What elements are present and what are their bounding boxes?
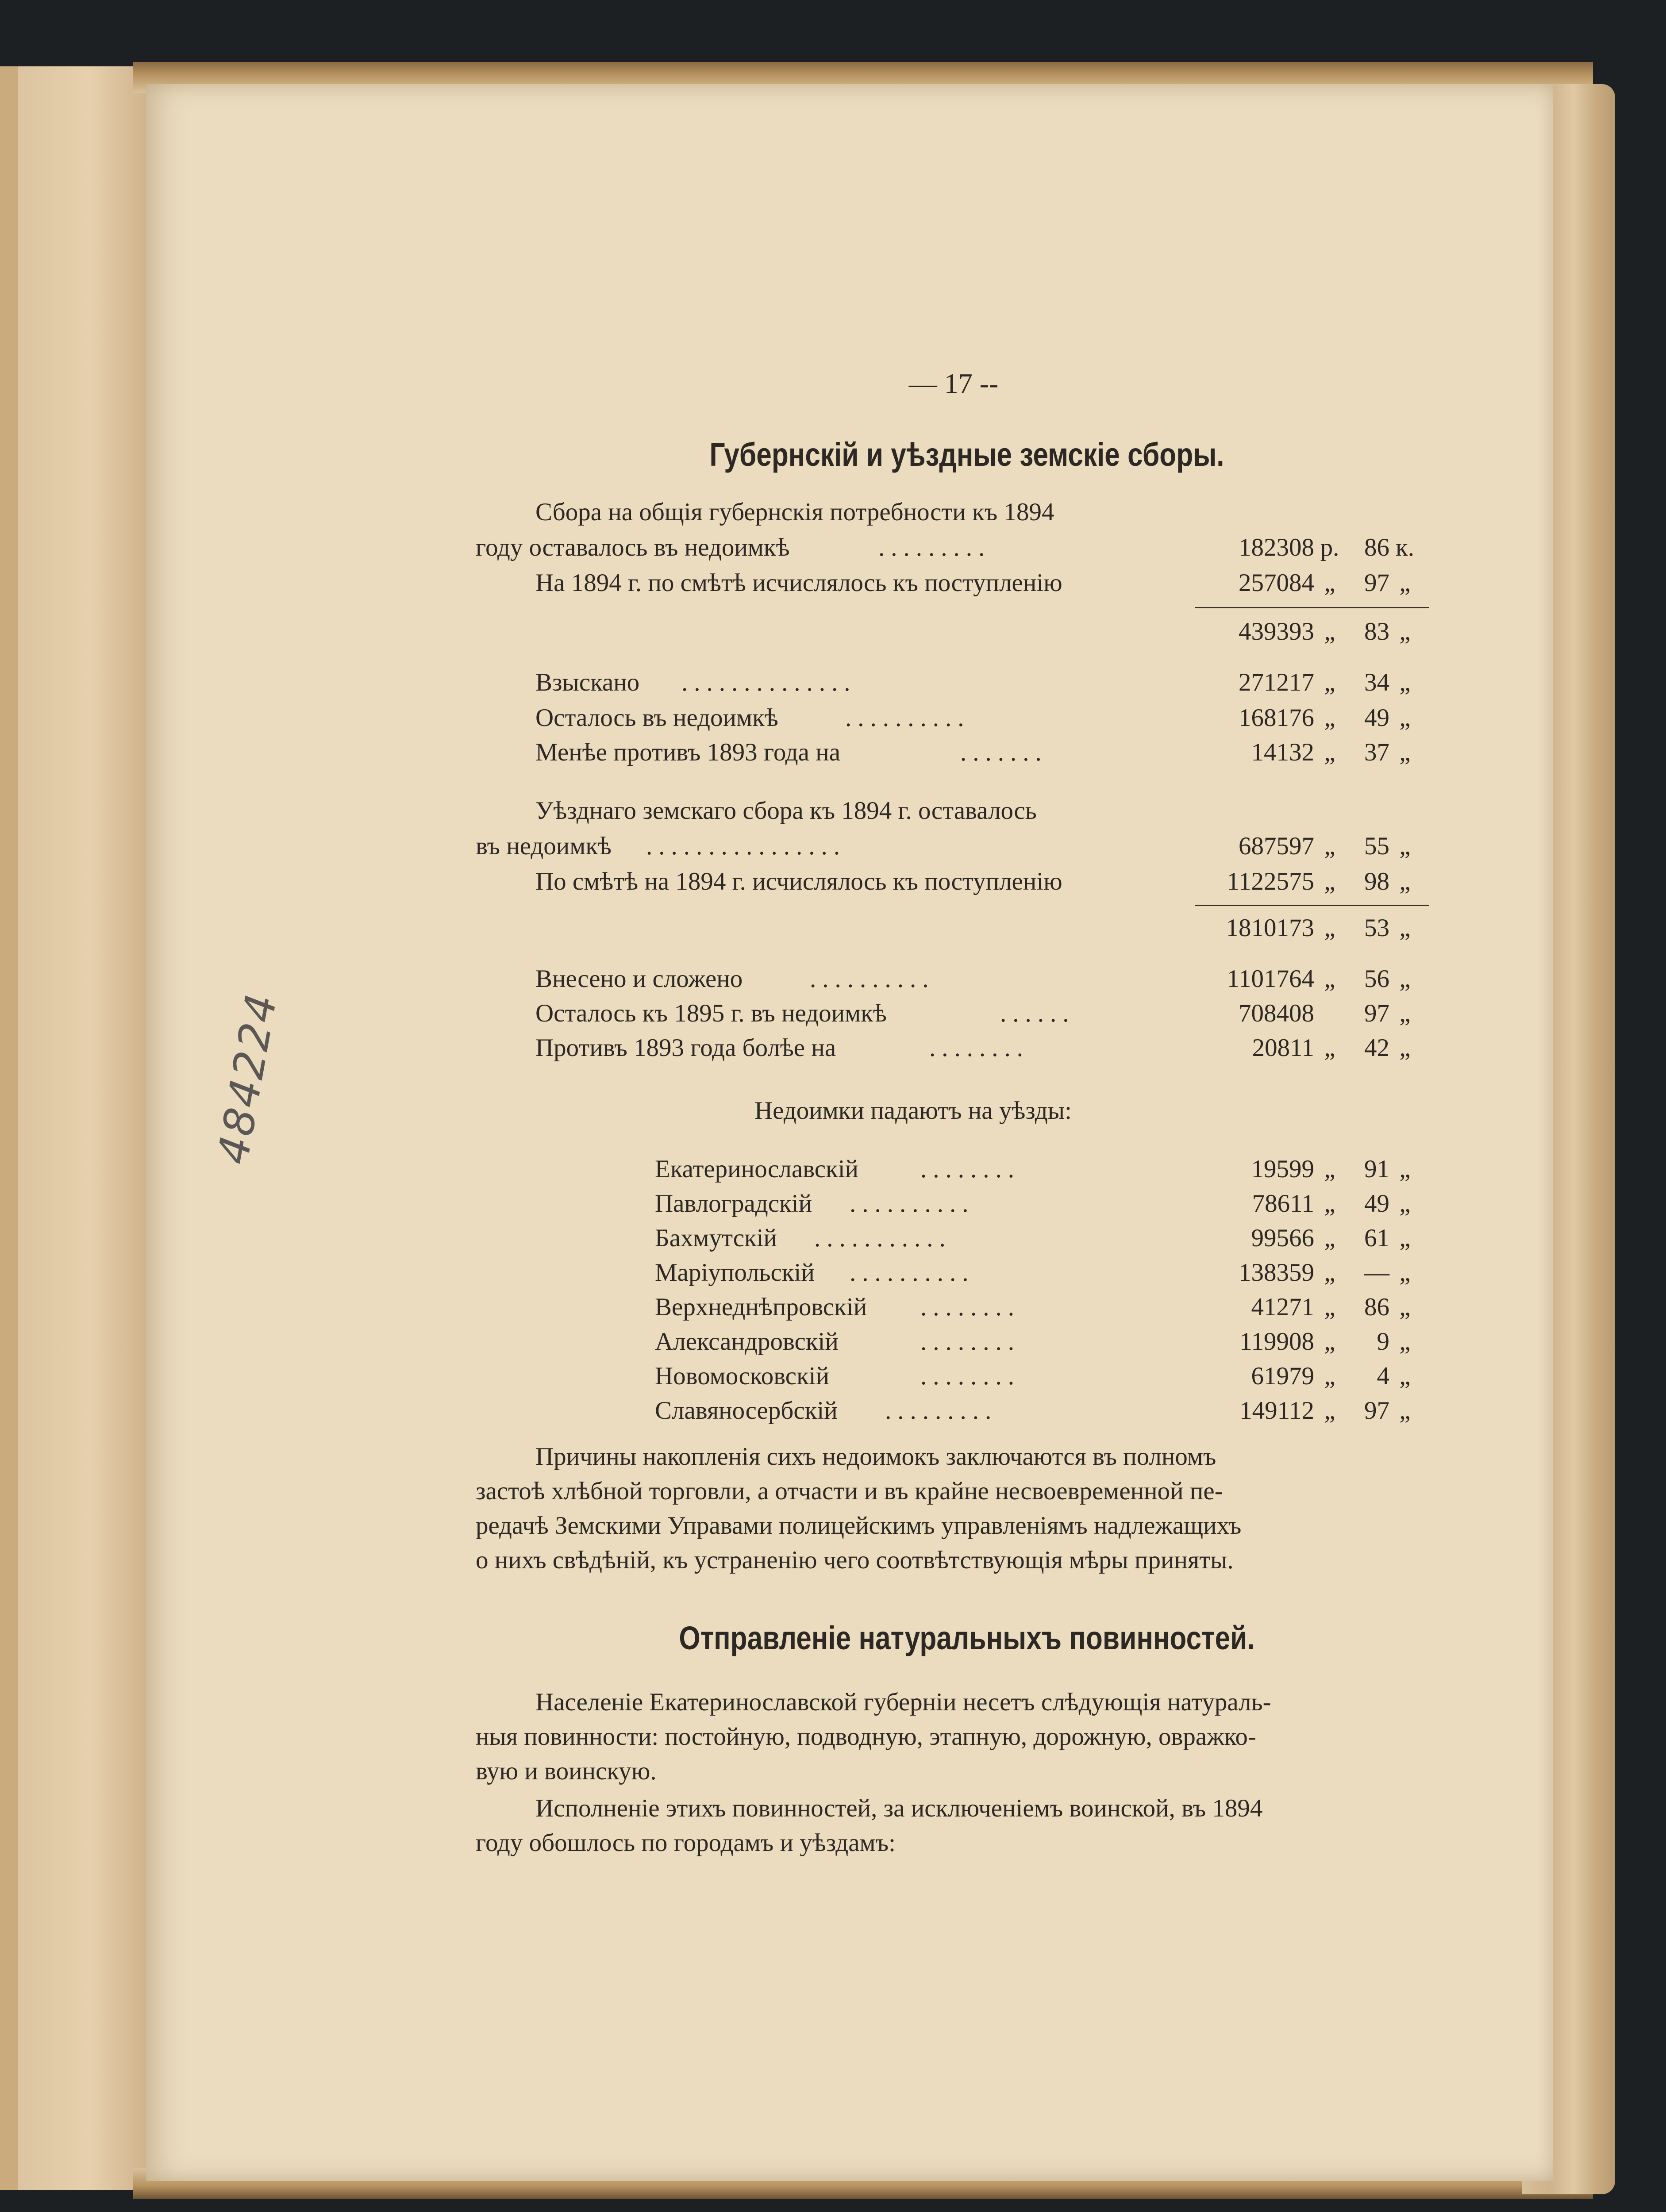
- row-unit: „: [1324, 1362, 1335, 1390]
- row-unit: „: [1399, 914, 1411, 942]
- row-kopeks: 86: [1364, 534, 1389, 561]
- district-value: 138359: [1239, 1259, 1314, 1286]
- paragraph-line: о нихъ свѣдѣній, къ устраненію чего соотвѣтствующія мѣры приняты.: [476, 1546, 1234, 1574]
- row-kopeks: 4: [1377, 1362, 1389, 1390]
- sum-rule: [1195, 607, 1429, 608]
- row-unit: „: [1324, 914, 1335, 942]
- district-value: 61979: [1251, 1362, 1314, 1390]
- total-value: 439393: [1239, 618, 1314, 645]
- districts-heading: Недоимки падаютъ на уѣзды:: [754, 1097, 1072, 1125]
- row-unit: „: [1399, 1397, 1411, 1425]
- row-kopeks: 53: [1364, 914, 1389, 942]
- row-unit: „: [1324, 1190, 1335, 1217]
- row-unit: „: [1399, 1362, 1411, 1390]
- row-kopeks: 9: [1377, 1328, 1389, 1356]
- row-label: Менѣе противъ 1893 года на: [535, 738, 841, 766]
- row-unit: „: [1324, 1224, 1335, 1252]
- row-unit: „: [1324, 1259, 1335, 1286]
- row-label: Внесено и сложено: [535, 965, 743, 993]
- leader-dots: ................: [646, 832, 846, 860]
- leader-dots: ..........: [810, 965, 935, 993]
- district-value: 119908: [1239, 1328, 1314, 1356]
- district-name: Бахмутскій: [655, 1224, 777, 1252]
- row-unit: „: [1399, 1034, 1411, 1062]
- row-unit: „: [1324, 832, 1335, 860]
- page-number: — 17 --: [908, 368, 999, 399]
- row-label: По смѣтѣ на 1894 г. исчислялось къ поступленію: [535, 868, 1062, 895]
- paragraph-line: застоѣ хлѣбной торговли, а отчасти и въ крайне несвоевременной пе-: [476, 1477, 1223, 1505]
- row-kopeks: 86: [1364, 1293, 1389, 1321]
- row-unit: „: [1399, 1259, 1411, 1286]
- leader-dots: ......: [1000, 999, 1075, 1027]
- row-value: 182308: [1239, 534, 1314, 561]
- leader-dots: .........: [885, 1397, 998, 1425]
- row-kopeks: 56: [1364, 965, 1389, 993]
- row-unit: р.: [1320, 534, 1339, 561]
- district-name: Славяносербскій: [655, 1397, 838, 1425]
- row-label: Взыскано: [535, 668, 640, 696]
- row-unit: „: [1399, 668, 1411, 696]
- leader-dots: ..............: [681, 668, 857, 696]
- section-title-duties: Отправленіе натуральныхъ повинностей.: [679, 1620, 1255, 1656]
- district-value: 149112: [1239, 1397, 1314, 1425]
- row-kopeks: 83: [1364, 618, 1389, 645]
- row-label: На 1894 г. по смѣтѣ исчислялось къ поступленію: [535, 569, 1062, 597]
- row-value: 168176: [1239, 704, 1314, 732]
- row-kopeks: 97: [1364, 1397, 1389, 1425]
- leader-dots: ........: [920, 1293, 1020, 1321]
- row-value: 687597: [1239, 832, 1314, 860]
- row-value: 1122575: [1227, 868, 1314, 895]
- row-unit: „: [1399, 999, 1411, 1027]
- row-value: 1101764: [1227, 965, 1314, 993]
- row-unit: „: [1324, 868, 1335, 895]
- row-unit: „: [1399, 868, 1411, 895]
- row-unit: „: [1324, 1034, 1335, 1062]
- intro-line: Уѣзднаго земскаго сбора къ 1894 г. оставалось: [535, 797, 1037, 825]
- leader-dots: ........: [929, 1034, 1029, 1062]
- leader-dots: ..........: [845, 704, 970, 732]
- row-value: 20811: [1252, 1034, 1314, 1062]
- row-unit: „: [1324, 1397, 1335, 1425]
- leader-dots: ........: [920, 1328, 1020, 1356]
- district-name: Александровскій: [655, 1328, 839, 1356]
- row-label: Осталось въ недоимкѣ: [535, 704, 778, 732]
- row-value: 14132: [1251, 738, 1314, 766]
- row-kopeks: 91: [1364, 1155, 1389, 1183]
- row-kopeks: 37: [1364, 738, 1389, 766]
- row-unit: к.: [1396, 534, 1414, 561]
- leader-dots: ..........: [850, 1190, 975, 1217]
- district-value: 19599: [1251, 1155, 1314, 1183]
- row-unit: „: [1324, 1155, 1335, 1183]
- row-kopeks: 97: [1364, 999, 1389, 1027]
- leader-dots: ........: [920, 1362, 1020, 1390]
- row-label: Осталось къ 1895 г. въ недоимкѣ: [535, 999, 887, 1027]
- paragraph-line: Исполненіе этихъ повинностей, за исключеніемъ воинской, въ 1894: [535, 1794, 1263, 1822]
- leader-dots: ........: [920, 1155, 1020, 1183]
- row-unit: „: [1399, 1224, 1411, 1252]
- row-kopeks: 98: [1364, 868, 1389, 895]
- row-unit: „: [1324, 1293, 1335, 1321]
- row-value: 708408: [1239, 999, 1314, 1027]
- row-unit: „: [1324, 704, 1335, 732]
- paragraph-line: году обошлось по городамъ и уѣздамъ:: [476, 1829, 896, 1857]
- row-kopeks: 34: [1364, 668, 1389, 696]
- paragraph-line: вую и воинскую.: [476, 1757, 657, 1785]
- row-label: году оставалось въ недоимкѣ: [476, 534, 790, 561]
- paragraph-line: Населеніе Екатеринославской губерніи несетъ слѣдующія натураль-: [535, 1688, 1271, 1716]
- handwritten-note: 484224: [208, 989, 287, 1168]
- row-unit: „: [1399, 1293, 1411, 1321]
- district-value: 41271: [1251, 1293, 1314, 1321]
- leader-dots: .........: [878, 534, 991, 561]
- row-unit: „: [1324, 569, 1335, 597]
- leader-dots: .......: [960, 738, 1048, 766]
- district-value: 99566: [1251, 1224, 1314, 1252]
- district-value: 78611: [1252, 1190, 1314, 1217]
- row-unit: „: [1399, 832, 1411, 860]
- row-unit: „: [1399, 569, 1411, 597]
- district-name: Екатеринославскій: [655, 1155, 859, 1183]
- row-unit: „: [1399, 738, 1411, 766]
- section-title-zemstvo: Губернскій и уѣздные земскіе сборы.: [709, 436, 1224, 473]
- row-kopeks: —: [1364, 1259, 1389, 1286]
- sum-rule: [1195, 905, 1429, 906]
- total-value: 1810173: [1226, 914, 1314, 942]
- paragraph-line: Причины накопленія сихъ недоимокъ заключаются въ полномъ: [535, 1443, 1216, 1471]
- row-unit: „: [1399, 965, 1411, 993]
- row-kopeks: 61: [1364, 1224, 1389, 1252]
- row-label: въ недоимкѣ: [476, 832, 612, 860]
- row-unit: „: [1324, 738, 1335, 766]
- district-name: Павлоградскій: [655, 1190, 812, 1217]
- row-kopeks: 55: [1364, 832, 1389, 860]
- row-unit: „: [1324, 618, 1335, 645]
- district-name: Маріупольскій: [655, 1259, 815, 1286]
- row-unit: „: [1324, 668, 1335, 696]
- row-unit: „: [1399, 1155, 1411, 1183]
- row-value: 271217: [1239, 668, 1314, 696]
- row-kopeks: 49: [1364, 704, 1389, 732]
- paragraph-line: редачѣ Земскими Управами полицейскимъ управленіямъ надлежащихъ: [476, 1512, 1242, 1540]
- row-unit: „: [1399, 704, 1411, 732]
- row-kopeks: 97: [1364, 569, 1389, 597]
- row-label: Противъ 1893 года болѣе на: [535, 1034, 836, 1062]
- row-unit: „: [1324, 1328, 1335, 1356]
- intro-line: Сбора на общія губернскія потребности къ 1894: [535, 498, 1054, 526]
- row-kopeks: 42: [1364, 1034, 1389, 1062]
- row-kopeks: 49: [1364, 1190, 1389, 1217]
- leader-dots: ..........: [850, 1259, 975, 1286]
- row-unit: „: [1399, 1190, 1411, 1217]
- district-name: Верхнеднѣпровскій: [655, 1293, 867, 1321]
- row-unit: „: [1399, 1328, 1411, 1356]
- row-unit: „: [1324, 965, 1335, 993]
- row-value: 257084: [1239, 569, 1314, 597]
- leader-dots: ...........: [814, 1224, 952, 1252]
- row-unit: „: [1399, 618, 1411, 645]
- paragraph-line: ныя повинности: постойную, подводную, этапную, дорожную, овражко-: [476, 1723, 1256, 1751]
- district-name: Новомосковскій: [655, 1362, 830, 1390]
